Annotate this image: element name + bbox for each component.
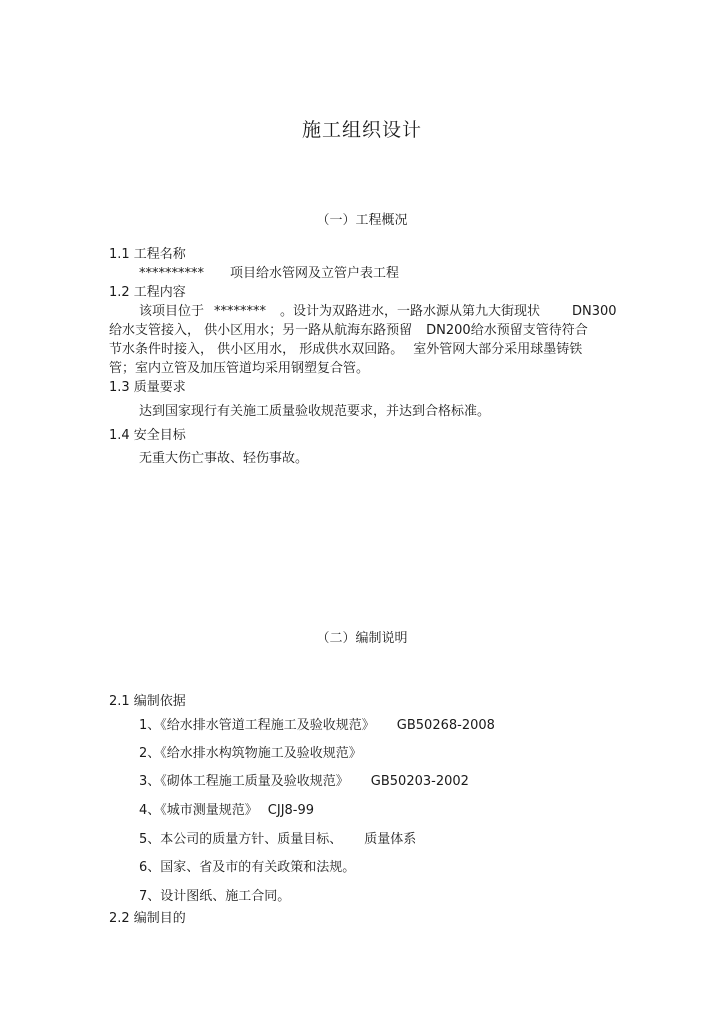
- s2-1-item: [139, 714, 495, 733]
- s1-2-line-1-a: 该项目位于: [139, 304, 205, 319]
- s2-1-item-text: 4、《城市测量规范》: [139, 803, 258, 818]
- s2-1-item-code: GB50203-2002: [370, 774, 469, 789]
- s2-2-label: 2.2 编制目的: [109, 911, 186, 926]
- s2-1-item-text: 2、《给水排水构筑物施工及验收规范》: [139, 746, 362, 761]
- s1-2-line-3-a: 节水条件时接入， 供小区用水， 形成供水双回路。: [109, 342, 404, 357]
- s1-4-text: 无重大伤亡事故、轻伤事故。: [139, 451, 309, 466]
- s2-1-item-code: GB50268-2008: [396, 718, 495, 733]
- s1-1-label: 1.1 工程名称: [109, 247, 186, 262]
- s2-1-item-text: 6、国家、省及市的有关政策和法规。: [139, 860, 356, 875]
- s2-1-item: [139, 856, 355, 875]
- s2-1-item-text: 1、《给水排水管道工程施工及验收规范》: [139, 718, 375, 733]
- s2-1-item-text: 7、设计图纸、施工合同。: [139, 889, 291, 904]
- s1-2-line-2-b: DN200给水预留支管待符合: [426, 323, 588, 338]
- s1-3-label: 1.3 质量要求: [109, 380, 186, 395]
- s1-2-line-4: 管；室内立管及加压管道均采用钢塑复合管。: [109, 361, 370, 376]
- s1-2-line-1: [139, 300, 617, 319]
- s2-1-item-text: 5、本公司的质量方针、质量目标、: [139, 832, 343, 847]
- s2-1-item: [139, 799, 314, 818]
- section-1-heading: （一）工程概况: [316, 213, 408, 228]
- page-title: 施工组织设计: [301, 119, 422, 141]
- s2-1-item-code: CJJ8-99: [267, 803, 315, 818]
- s1-3-text: 达到国家现行有关施工质量验收规范要求，并达到合格标准。: [139, 404, 491, 419]
- s1-1-content: [139, 262, 399, 281]
- s1-2-line-3-b: 室外管网大部分采用球墨铸铁: [413, 342, 583, 357]
- s1-2-line-3: [109, 338, 582, 357]
- s2-1-item: [139, 885, 290, 904]
- s2-1-item: [139, 770, 469, 789]
- s1-2-line-2: [109, 319, 588, 338]
- section-2-heading: （二）编制说明: [316, 631, 408, 646]
- s1-2-label: 1.2 工程内容: [109, 285, 186, 300]
- s2-1-item-code: 质量体系: [364, 832, 417, 847]
- s1-4-label: 1.4 安全目标: [109, 428, 186, 443]
- s2-1-item-text: 3、《砌体工程施工质量及验收规范》: [139, 774, 349, 789]
- s2-1-item: [139, 742, 362, 761]
- s1-2-line-1-c: DN300: [572, 304, 617, 319]
- s1-1-text: 项目给水管网及立管户表工程: [230, 266, 400, 281]
- s2-1-label: 2.1 编制依据: [109, 694, 186, 709]
- s1-1-mask: **********: [139, 266, 204, 281]
- s1-2-line-1-mask: ********: [214, 304, 267, 319]
- s1-2-line-2-a: 给水支管接入， 供小区用水；另一路从航海东路预留: [109, 323, 413, 338]
- s2-1-item: [139, 828, 416, 847]
- s1-2-line-1-b: 。设计为双路进水，一路水源从第九大街现状: [280, 304, 541, 319]
